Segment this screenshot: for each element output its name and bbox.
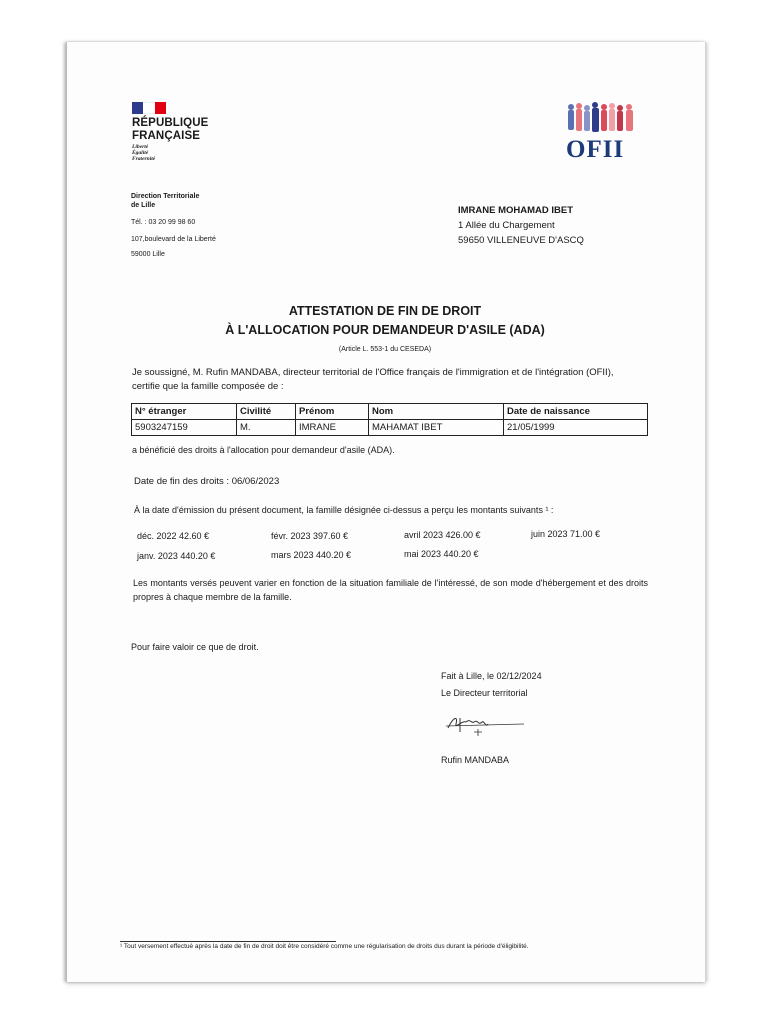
republique-francaise-logo: RÉPUBLIQUE FRANÇAISE [132,117,209,142]
amount-item: juin 2023 71.00 € [531,529,601,539]
article-reference: (Article L. 553-1 du CESEDA) [338,346,432,353]
end-date: Date de fin des droits : 06/06/2023 [134,476,280,487]
signature-icon [444,710,524,738]
sender-city: 59000 Lille [131,251,165,258]
table-cell: 21/05/1999 [504,420,648,436]
signatory-name: Rufin MANDABA [441,755,510,765]
place-and-date: Fait à Lille, le 02/12/2024 [441,671,542,681]
table-cell: MAHAMAT IBET [369,420,504,436]
ofii-logo-text: OFII [566,136,625,163]
family-table [131,403,648,436]
table-header-row [132,404,648,420]
benefit-statement: a bénéficié des droits à l'allocation pour demandeur d'asile (ADA). [132,445,395,455]
recipient-street: 1 Allée du Chargement [458,220,555,231]
recipient-address [458,203,584,248]
table-row [132,420,648,436]
table-header-cell: Nom [369,404,504,420]
amount-item: janv. 2023 440.20 € [137,551,216,561]
variation-note: Les montants versés peuvent varier en fonction de la situation familiale de l'intéressé, de son mode d'hébergement et des droits propres à chaque membre de la famille. [133,578,648,602]
table-header-cell: Civilité [237,404,296,420]
table-cell: IMRANE [296,420,369,436]
table-cell: 5903247159 [132,420,237,436]
closing-formula: Pour faire valoir ce que de droit. [131,642,259,652]
signatory-title: Le Directeur territorial [441,688,528,698]
amount-item: mai 2023 440.20 € [404,549,479,559]
amount-item: févr. 2023 397.60 € [271,531,349,541]
intro-paragraph: Je soussigné, M. Rufin MANDABA, directeur territorial de l'Office français de l'immigration et de l'intégration (OFII), certifie que la famille composée de : [132,367,614,392]
amount-item: avril 2023 426.00 € [404,530,481,540]
document-title-line2: À L'ALLOCATION POUR DEMANDEUR D'ASILE (ADA) [225,323,545,337]
table-header-cell: Prénom [296,404,369,420]
table-header-cell: N° étranger [132,404,237,420]
sender-street: 107,boulevard de la Liberté [131,236,216,243]
amount-item: mars 2023 440.20 € [271,550,352,560]
amount-item: déc. 2022 42.60 € [137,531,210,541]
sender-office-line2: de Lille [131,202,156,209]
recipient-city: 59650 VILLENEUVE D'ASCQ [458,235,584,246]
amounts-intro: À la date d'émission du présent document, la famille désignée ci-dessus a perçu les montants suivants ¹ : [134,505,554,515]
recipient-name: IMRANE MOHAMAD IBET [458,205,574,216]
table-cell: M. [237,420,296,436]
french-flag-icon [132,102,166,114]
sender-phone: Tél. : 03 20 99 98 60 [131,219,196,226]
footnote-text: ¹ Tout versement effectué après la date de fin de droit doit être considéré comme une régularisation de droits dus durant la période d'éligibilité. [120,943,529,950]
republic-motto: Liberté Égalité Fraternité [132,144,156,162]
document-title-line1: ATTESTATION DE FIN DE DROIT [288,304,482,318]
footnote-divider [120,941,336,942]
ofii-people-icon [566,102,638,136]
sender-address [131,192,216,259]
table-header-cell: Date de naissance [504,404,648,420]
sender-office-line1: Direction Territoriale [131,193,200,200]
